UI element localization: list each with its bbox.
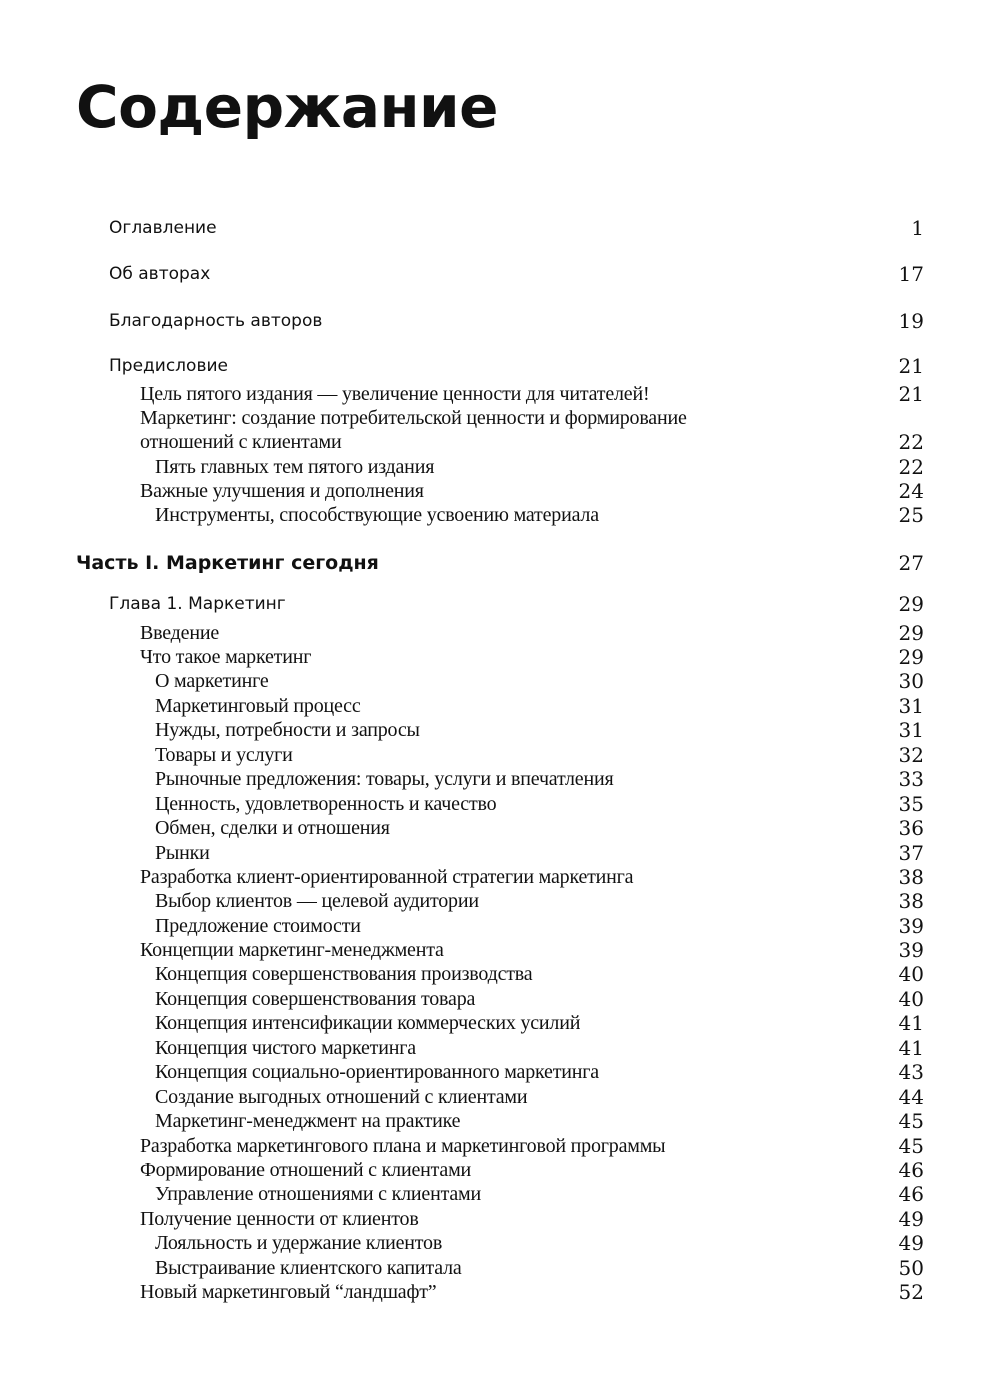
- toc-entry-label: Рынки: [155, 842, 210, 864]
- toc-entry-label: Разработка маркетингового плана и маркетинговой программы: [140, 1135, 666, 1157]
- toc-entry-label: Создание выгодных отношений с клиентами: [155, 1086, 528, 1108]
- toc-entry-subsection[interactable]: [0, 816, 1000, 842]
- toc-entry-section[interactable]: [0, 406, 1000, 432]
- toc-entry-section[interactable]: [0, 479, 1000, 505]
- toc-entry-page: 22: [898, 430, 924, 454]
- toc-entry-front[interactable]: [0, 309, 1000, 335]
- toc-entry-section[interactable]: [0, 621, 1000, 647]
- toc-entry-page: 45: [898, 1134, 924, 1158]
- toc-entry-label: Лояльность и удержание клиентов: [155, 1232, 443, 1254]
- toc-entry-label: Маркетинг: создание потребительской ценности и формирование: [140, 407, 687, 429]
- toc-entry-label: Концепция чистого маркетинга: [155, 1037, 416, 1059]
- toc-entry-label: Благодарность авторов: [109, 311, 323, 331]
- toc-entry-page: 44: [898, 1085, 924, 1109]
- toc-entry-label: Формирование отношений с клиентами: [140, 1159, 472, 1181]
- toc-entry-page: 49: [898, 1207, 924, 1231]
- toc-entry-label: Глава 1. Маркетинг: [109, 594, 286, 614]
- toc-entry-page: 25: [898, 503, 924, 527]
- toc-entry-label: Пять главных тем пятого издания: [155, 456, 435, 478]
- toc-entry-page: 1: [911, 216, 924, 240]
- toc-entry-page: 29: [898, 621, 924, 645]
- toc-entry-subsection[interactable]: [0, 455, 1000, 481]
- toc-entry-page: 41: [898, 1036, 924, 1060]
- toc-entry-page: 22: [898, 455, 924, 479]
- toc-entry-label-continuation: отношений с клиентами: [140, 431, 342, 453]
- toc-entry-label: Маркетинг-менеджмент на практике: [155, 1110, 461, 1132]
- toc-entry-subsection[interactable]: [0, 669, 1000, 695]
- toc-entry-label: Выстраивание клиентского капитала: [155, 1257, 462, 1279]
- toc-entry-front[interactable]: [0, 216, 1000, 242]
- toc-entry-subsection[interactable]: [0, 1256, 1000, 1282]
- toc-entry-section[interactable]: [0, 1207, 1000, 1233]
- toc-entry-label: О маркетинге: [155, 670, 269, 692]
- toc-entry-subsection[interactable]: [0, 841, 1000, 867]
- toc-entry-page: 41: [898, 1011, 924, 1035]
- toc-entry-page: 45: [898, 1109, 924, 1133]
- toc-entry-section[interactable]: [0, 865, 1000, 891]
- page-title: Содержание: [76, 73, 499, 141]
- toc-entry-subsection[interactable]: [0, 987, 1000, 1013]
- toc-entry-subsection[interactable]: [0, 1109, 1000, 1135]
- toc-entry-page: 46: [898, 1182, 924, 1206]
- toc-entry-page: 49: [898, 1231, 924, 1255]
- toc-entry-subsection[interactable]: [0, 1011, 1000, 1037]
- toc-entry-label: Маркетинговый процесс: [155, 695, 361, 717]
- toc-entry-label: Ценность, удовлетворенность и качество: [155, 793, 497, 815]
- toc-entry-section[interactable]: [0, 382, 1000, 408]
- toc-entry-page: 21: [898, 382, 924, 406]
- toc-entry-page: 33: [898, 767, 924, 791]
- toc-entry-label: Концепция совершенствования производства: [155, 963, 533, 985]
- toc-entry-page: 52: [898, 1280, 924, 1304]
- toc-entry-subsection[interactable]: [0, 1085, 1000, 1111]
- toc-entry-label: Что такое маркетинг: [140, 646, 312, 668]
- toc-entry-label: Получение ценности от клиентов: [140, 1208, 419, 1230]
- toc-entry-section[interactable]: [0, 1134, 1000, 1160]
- toc-entry-subsection[interactable]: [0, 1182, 1000, 1208]
- toc-entry-label: Концепции маркетинг-менеджмента: [140, 939, 444, 961]
- toc-entry-page: 29: [898, 592, 924, 616]
- toc-entry-subsection[interactable]: [0, 962, 1000, 988]
- toc-entry-label: Новый маркетинговый “ландшафт”: [140, 1281, 437, 1303]
- toc-entry-section[interactable]: [0, 938, 1000, 964]
- toc-entry-page: 40: [898, 987, 924, 1011]
- toc-entry-label: Управление отношениями с клиентами: [155, 1183, 482, 1205]
- toc-entry-subsection[interactable]: [0, 718, 1000, 744]
- toc-entry-front[interactable]: [0, 354, 1000, 380]
- toc-entry-label: Предложение стоимости: [155, 915, 361, 937]
- toc-entry-page: 38: [898, 865, 924, 889]
- toc-entry-subsection[interactable]: [0, 743, 1000, 769]
- toc-entry-subsection[interactable]: [0, 767, 1000, 793]
- toc-entry-label: Инструменты, способствующие усвоению материала: [155, 504, 599, 526]
- toc-entry-label: Нужды, потребности и запросы: [155, 719, 420, 741]
- toc-entry-label: Введение: [140, 622, 220, 644]
- toc-entry-label: Концепция интенсификации коммерческих усилий: [155, 1012, 581, 1034]
- toc-entry-label: Товары и услуги: [155, 744, 293, 766]
- toc-entry-page: 30: [898, 669, 924, 693]
- toc-entry-label: Предисловие: [109, 356, 228, 376]
- toc-entry-page: 32: [898, 743, 924, 767]
- toc-entry-part[interactable]: [0, 551, 1000, 577]
- toc-entry-page: 40: [898, 962, 924, 986]
- toc-entry-page: 31: [898, 718, 924, 742]
- toc-entry-subsection[interactable]: [0, 792, 1000, 818]
- toc-entry-label: Цель пятого издания — увеличение ценности для читателей!: [140, 383, 650, 405]
- toc-entry-label: Выбор клиентов — целевой аудитории: [155, 890, 479, 912]
- toc-entry-section-continuation[interactable]: [0, 430, 1000, 456]
- toc-entry-subsection[interactable]: [0, 1060, 1000, 1086]
- toc-entry-page: 37: [898, 841, 924, 865]
- toc-entry-label: Разработка клиент-ориентированной стратегии маркетинга: [140, 866, 634, 888]
- toc-entry-page: 39: [898, 914, 924, 938]
- toc-entry-label: Об авторах: [109, 264, 211, 284]
- toc-entry-front[interactable]: [0, 262, 1000, 288]
- toc-entry-page: 29: [898, 645, 924, 669]
- toc-entry-label: Важные улучшения и дополнения: [140, 480, 424, 502]
- toc-entry-label: Рыночные предложения: товары, услуги и впечатления: [155, 768, 614, 790]
- toc-entry-chapter[interactable]: [0, 592, 1000, 618]
- toc-entry-subsection[interactable]: [0, 694, 1000, 720]
- toc-entry-page: 21: [898, 354, 924, 378]
- toc-entry-subsection[interactable]: [0, 889, 1000, 915]
- toc-entry-page: 43: [898, 1060, 924, 1084]
- toc-entry-page: 24: [898, 479, 924, 503]
- toc-entry-page: 50: [898, 1256, 924, 1280]
- toc-entry-subsection[interactable]: [0, 503, 1000, 529]
- toc-entry-subsection[interactable]: [0, 1231, 1000, 1257]
- toc-entry-page: 39: [898, 938, 924, 962]
- toc-entry-page: 27: [898, 551, 924, 575]
- toc-entry-page: 38: [898, 889, 924, 913]
- toc-entry-section[interactable]: [0, 1158, 1000, 1184]
- toc-entry-label: Часть I. Маркетинг сегодня: [76, 552, 379, 574]
- toc-entry-section[interactable]: [0, 645, 1000, 671]
- toc-entry-page: 31: [898, 694, 924, 718]
- toc-entry-page: 19: [898, 309, 924, 333]
- toc-entry-subsection[interactable]: [0, 1036, 1000, 1062]
- toc-entry-label: Оглавление: [109, 218, 217, 238]
- toc-entry-page: 35: [898, 792, 924, 816]
- toc-entry-page: 36: [898, 816, 924, 840]
- toc-entry-label: Концепция совершенствования товара: [155, 988, 476, 1010]
- toc-entry-label: Концепция социально-ориентированного маркетинга: [155, 1061, 599, 1083]
- toc-entry-subsection[interactable]: [0, 914, 1000, 940]
- toc-entry-page: 17: [898, 262, 924, 286]
- toc-entry-label: Обмен, сделки и отношения: [155, 817, 390, 839]
- toc-entry-page: 46: [898, 1158, 924, 1182]
- toc-entry-section[interactable]: [0, 1280, 1000, 1306]
